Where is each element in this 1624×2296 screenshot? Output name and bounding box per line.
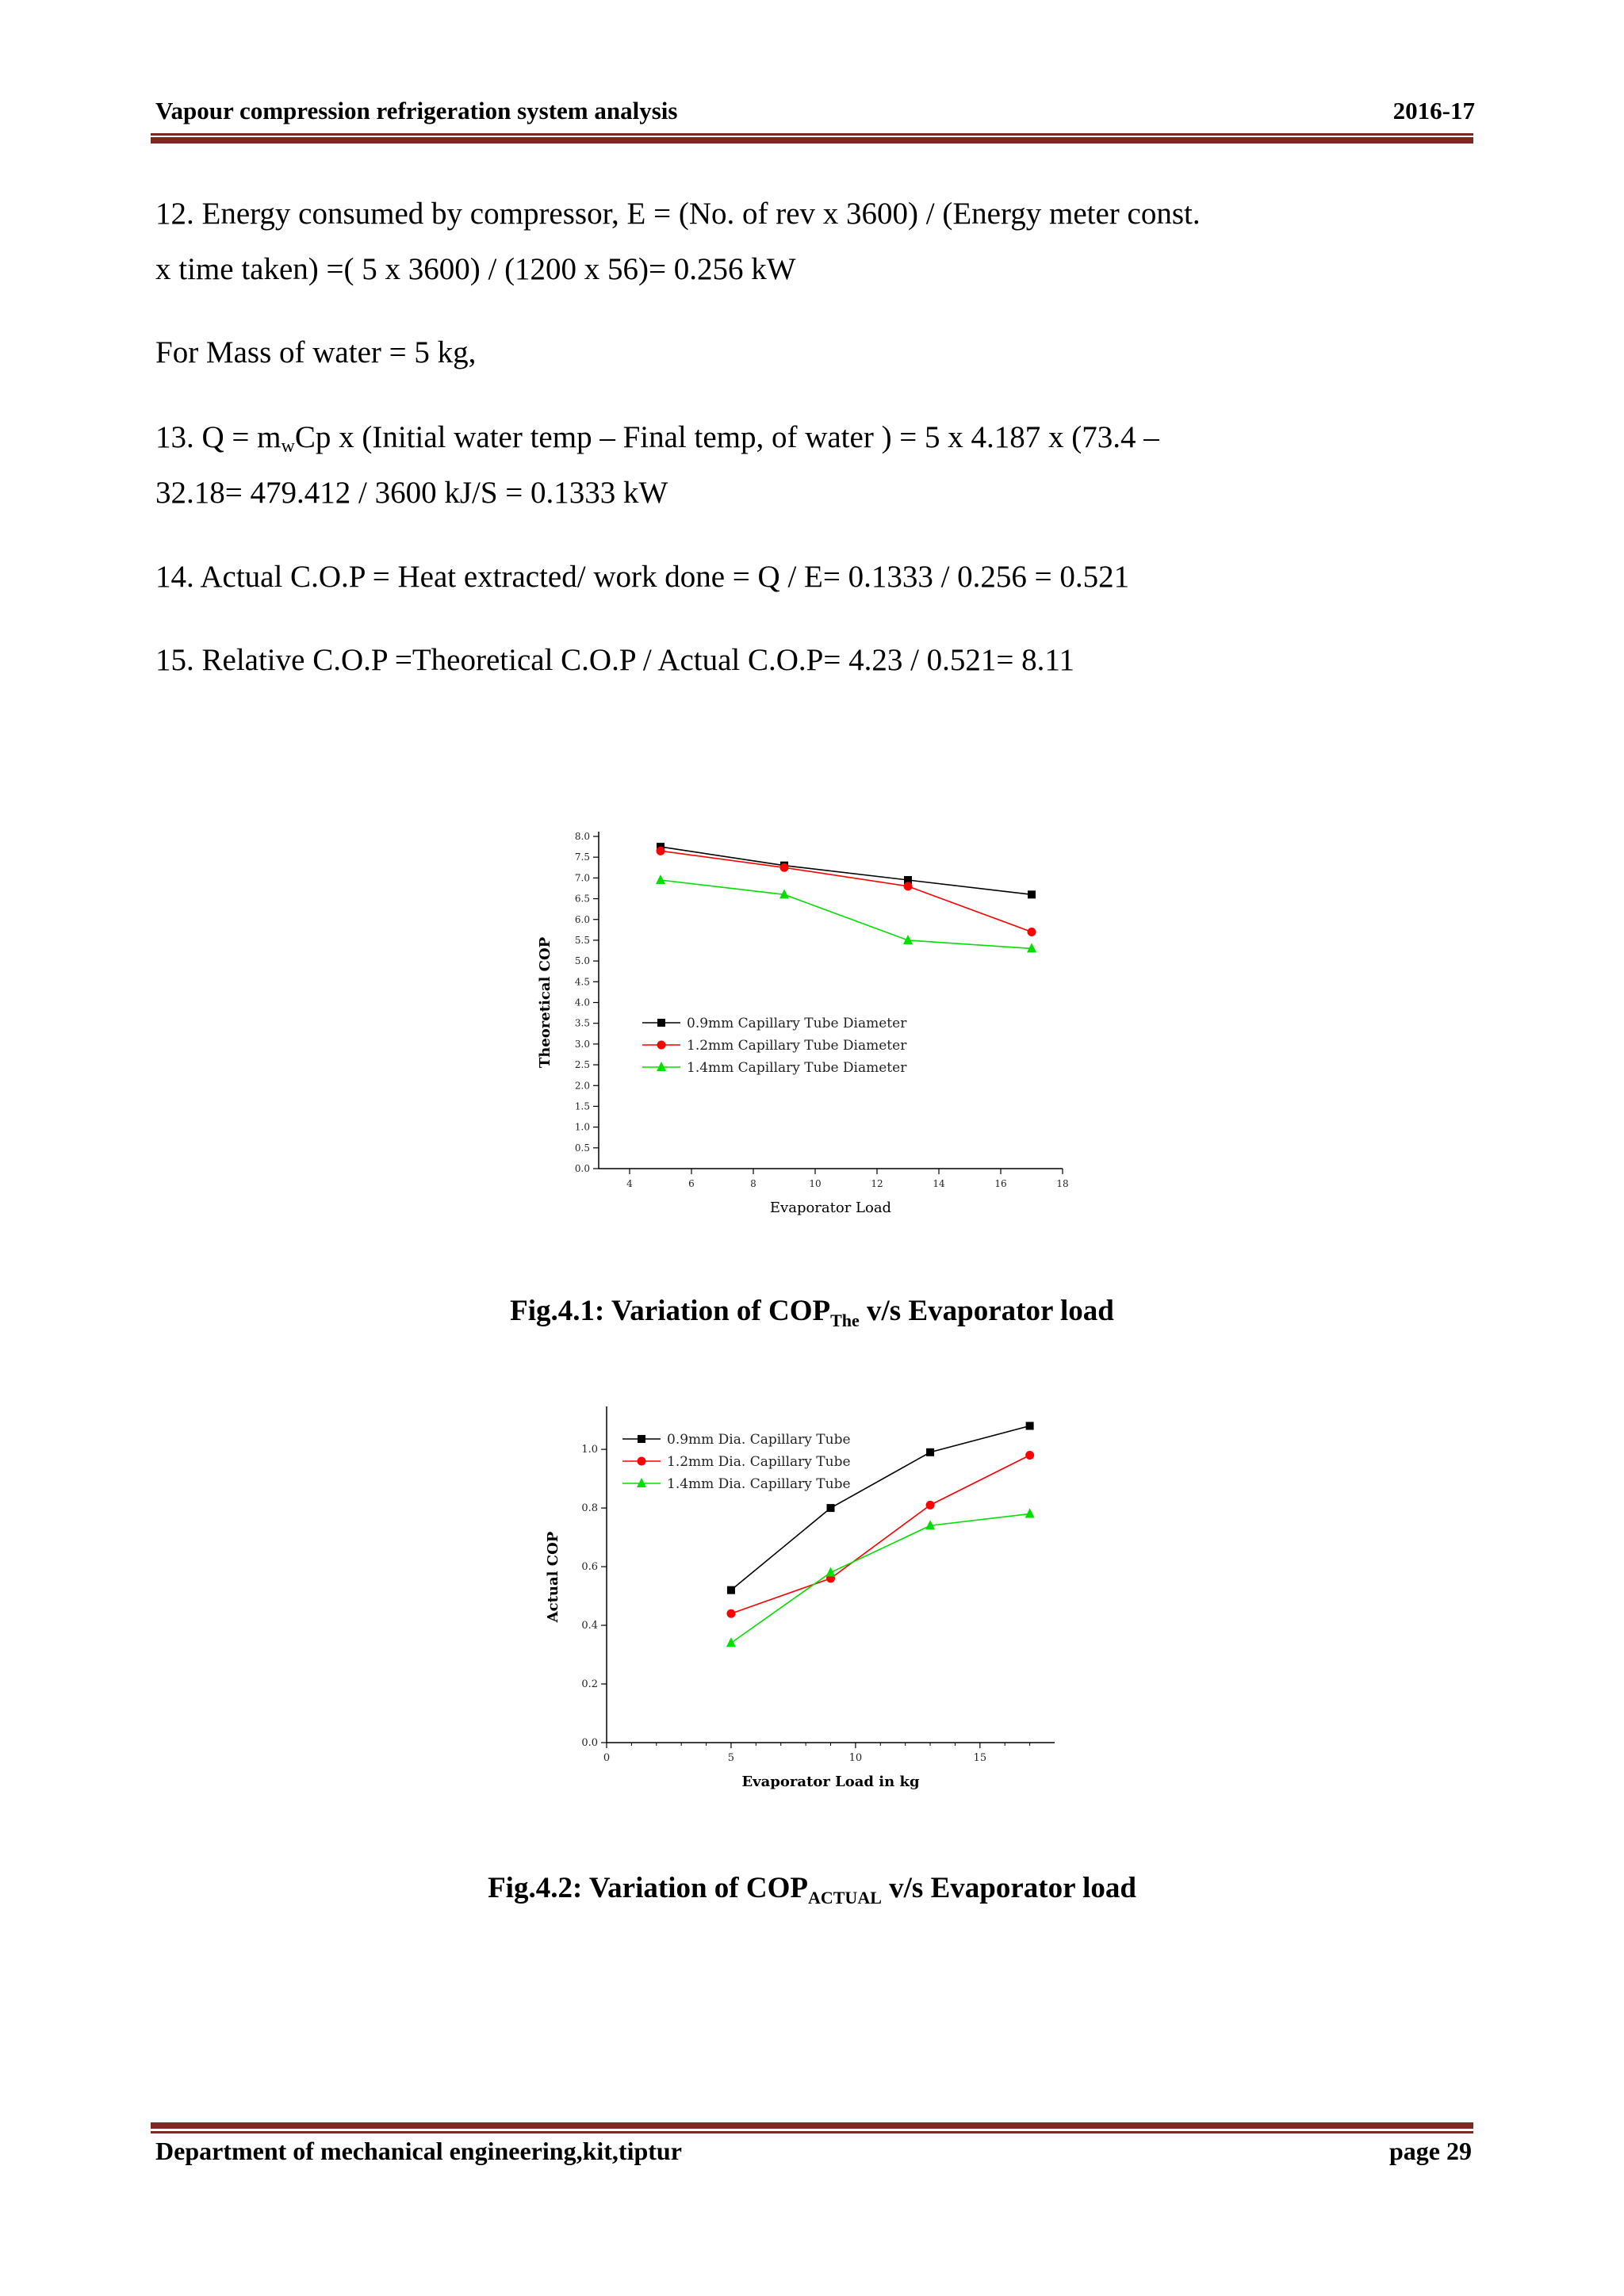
chart2-point-1-4 (1026, 1422, 1034, 1429)
paragraph-15 (155, 633, 1281, 688)
figure-4-1 (539, 817, 1086, 1245)
chart2-series-line-3 (731, 1513, 1030, 1643)
paragraph-mass (155, 325, 1281, 381)
chart1-series-line-2 (661, 851, 1032, 932)
chart2-xtick-label: 10 (848, 1752, 863, 1764)
chart2-point-1-3 (926, 1448, 934, 1456)
header-year: 2016-17 (1392, 97, 1475, 124)
chart2-ytick-label: 1.0 (581, 1444, 598, 1456)
chart1-y-axis-label: Theoretical COP (537, 936, 553, 1069)
chart2-legend-marker-2 (638, 1457, 646, 1466)
chart1-xtick-label: 12 (871, 1178, 883, 1189)
chart1-xtick-label: 6 (688, 1178, 695, 1189)
chart2-xtick-label: 0 (603, 1752, 611, 1764)
caption1-sub: The (830, 1311, 860, 1330)
chart1-xtick-label: 8 (750, 1178, 756, 1189)
chart1-xtick-label: 16 (994, 1178, 1007, 1189)
p14-line: 14. Actual C.O.P = Heat extracted/ work done = Q / E= 0.1333 / 0.256 = 0.521 (155, 560, 1130, 594)
chart1-series-line-3 (661, 880, 1032, 948)
chart2-x-axis-label: Evaporator Load in kg (741, 1774, 920, 1790)
chart1-point-2-2 (780, 863, 789, 872)
chart2-legend-marker-1 (638, 1435, 645, 1443)
chart2-xtick-label: 5 (727, 1752, 735, 1764)
chart2-ytick-label: 0.6 (581, 1561, 598, 1574)
chart2-legend-label-3: 1.4mm Dia. Capillary Tube (667, 1476, 851, 1492)
chart1-ytick-label: 3.5 (574, 1017, 590, 1029)
chart1-xtick-label: 14 (933, 1178, 945, 1189)
chart2-series-line-1 (731, 1425, 1030, 1590)
chart1-legend-marker-1 (657, 1019, 665, 1027)
chart2-y-axis-label: Actual COP (545, 1531, 561, 1623)
footer-page-number: page 29 (1389, 2137, 1472, 2165)
chart1-ytick-label: 5.5 (574, 934, 590, 946)
page-header (155, 97, 1475, 128)
chart2-point-3-4 (1025, 1508, 1035, 1517)
chart2-legend-marker-3 (637, 1478, 646, 1487)
chart1-ytick-label: 2.0 (574, 1080, 590, 1092)
chart1-ytick-label: 1.5 (574, 1100, 590, 1112)
chart1-x-axis-label: Evaporator Load (769, 1200, 892, 1216)
chart1-ytick-label: 2.5 (574, 1059, 590, 1071)
paragraph-12 (155, 186, 1281, 297)
chart2-xtick-label: 15 (973, 1752, 987, 1764)
chart1-point-2-4 (1028, 928, 1036, 936)
chart1-point-2-3 (904, 882, 913, 890)
p13-line2: 32.18= 479.412 / 3600 kJ/S = 0.1333 kW (155, 476, 668, 510)
chart1-ytick-label: 6.5 (574, 893, 590, 905)
chart1-legend-label-3: 1.4mm Capillary Tube Diameter (687, 1060, 907, 1076)
p13-subscript: w (281, 436, 295, 457)
chart2-legend-label-2: 1.2mm Dia. Capillary Tube (667, 1454, 851, 1470)
chart1-point-2-1 (657, 847, 665, 855)
chart1-ytick-label: 0.5 (574, 1142, 590, 1154)
chart2-ytick-label: 0.4 (581, 1620, 598, 1632)
p15-line: 15. Relative C.O.P =Theoretical C.O.P / Actual C.O.P= 4.23 / 0.521= 8.11 (155, 643, 1074, 677)
chart1-xtick-label: 10 (809, 1178, 822, 1189)
chart1-ytick-label: 4.0 (574, 997, 590, 1008)
chart1-series-line-1 (661, 847, 1032, 894)
caption2-main: Fig.4.2: Variation of COP (488, 1872, 808, 1904)
chart1-legend-label-2: 1.2mm Capillary Tube Diameter (687, 1038, 907, 1054)
caption1-tail: v/s Evaporator load (859, 1295, 1114, 1327)
chart2-ytick-label: 0.8 (581, 1502, 598, 1515)
chart2-ytick-label: 0.2 (581, 1678, 598, 1691)
figure-4-2 (539, 1387, 1086, 1816)
paragraph-14 (155, 549, 1281, 605)
chart1-ytick-label: 5.0 (574, 955, 590, 967)
chart1-ytick-label: 0.0 (574, 1163, 590, 1174)
p13-line1 (155, 410, 1281, 465)
chart1-ytick-label: 4.5 (574, 976, 590, 988)
chart2-legend-label-1: 0.9mm Dia. Capillary Tube (667, 1432, 851, 1448)
theoretical-cop-chart (539, 817, 1086, 1245)
actual-cop-chart (539, 1387, 1086, 1816)
chart1-ytick-label: 1.0 (574, 1121, 590, 1133)
footer-rule-thick (151, 2122, 1473, 2129)
chart2-point-1-2 (827, 1504, 835, 1512)
mass-line: For Mass of water = 5 kg, (155, 335, 477, 369)
chart2-point-3-2 (826, 1567, 836, 1576)
chart1-ytick-label: 7.5 (574, 851, 590, 863)
chart1-ytick-label: 8.0 (574, 831, 590, 842)
chart2-ytick-label: 0.0 (581, 1737, 598, 1749)
chart2-point-2-4 (1025, 1451, 1034, 1460)
chart1-point-3-1 (656, 874, 665, 884)
caption1-main: Fig.4.1: Variation of COP (510, 1295, 831, 1327)
caption-fig-4-2 (0, 1871, 1624, 1908)
chart1-ytick-label: 7.0 (574, 872, 590, 884)
chart1-legend-label-1: 0.9mm Capillary Tube Diameter (687, 1016, 907, 1031)
chart1-xtick-label: 18 (1056, 1178, 1069, 1189)
caption2-sub: ACTUAL (807, 1888, 882, 1908)
caption2-tail: v/s Evaporator load (881, 1872, 1136, 1904)
chart2-point-2-3 (926, 1501, 935, 1510)
header-rule-thin (151, 133, 1473, 136)
chart2-point-1-1 (727, 1586, 735, 1594)
p13-part-b: Cp x (Initial water temp – Final temp, of water ) = 5 x 4.187 x (73.4 – (294, 420, 1159, 454)
paragraph-13 (155, 410, 1281, 521)
footer-department: Department of mechanical engineering,kit,tiptur (155, 2137, 682, 2165)
p12-line2: x time taken) =( 5 x 3600) / (1200 x 56)= 0.256 kW (155, 252, 796, 286)
chart1-point-1-4 (1028, 890, 1036, 898)
chart1-ytick-label: 6.0 (574, 913, 590, 925)
p12-line1: 12. Energy consumed by compressor, E = (No. of rev x 3600) / (Energy meter const. (155, 197, 1201, 231)
header-rule-thick (151, 137, 1473, 144)
chart1-ytick-label: 3.0 (574, 1038, 590, 1050)
chart1-xtick-label: 4 (626, 1178, 633, 1189)
header-title: Vapour compression refrigeration system analysis (155, 97, 678, 124)
p13-part-a: 13. Q = m (155, 420, 282, 454)
caption-fig-4-1 (0, 1294, 1624, 1328)
chart1-legend-marker-3 (657, 1062, 666, 1071)
chart2-point-2-1 (726, 1609, 735, 1618)
footer-rule-thin (151, 2131, 1473, 2133)
chart2-point-3-1 (726, 1637, 736, 1647)
chart1-legend-marker-2 (657, 1041, 666, 1050)
